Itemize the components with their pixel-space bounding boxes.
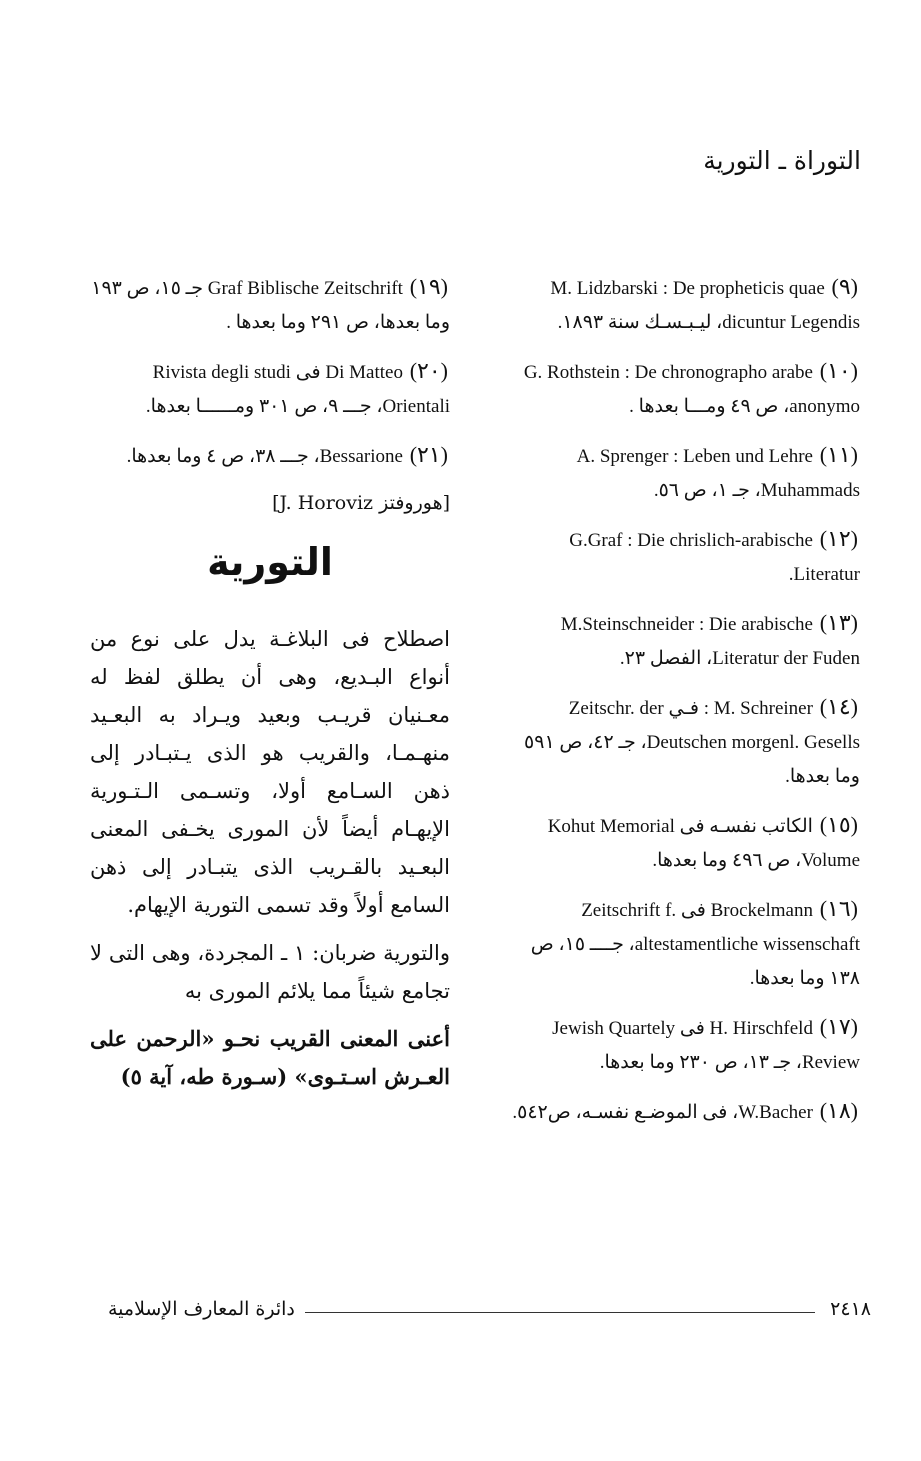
references-column-right xyxy=(500,270,860,1144)
reference-text: H. Hirschfeld فى Jewish Quartely Review، جـ ١٣، ص ٢٣٠ وما بعدها. xyxy=(552,1018,860,1073)
footer-publication-title: دائرة المعارف الإسلامية xyxy=(108,1298,295,1320)
body-paragraph-bold: أعنى المعنى القريب نحـو «الرحمن على العـرش اسـتـوى» (سـورة طه، آية ٥) xyxy=(90,1026,450,1089)
reference-entry-13 xyxy=(500,606,860,676)
running-header: التوراة ـ التورية xyxy=(703,146,861,175)
author-signature: [هوروفتز J. Horoviz] xyxy=(272,492,450,514)
reference-number: (١٠) xyxy=(819,358,858,383)
reference-text: M. Schreiner : فـي Zeitschr. der Deutschen morgenl. Gesells، جـ ٤٢، ص ٥٩١ وما بعدها. xyxy=(524,698,860,787)
reference-text: W.Bacher، فى الموضـع نفسـه، ص٥٤٢. xyxy=(512,1102,813,1123)
reference-number: (١١) xyxy=(819,442,858,467)
reference-text: Di Matteo فى Rivista degli studi Orientali، جـــ ٩، ص ٣٠١ ومــــــا بعدها. xyxy=(145,362,450,417)
reference-text: Graf Biblische Zeitschrift جـ ١٥، ص ١٩٣ وما بعدها، ص ٢٩١ وما بعدها . xyxy=(91,278,450,333)
reference-number: (١٣) xyxy=(819,610,858,635)
reference-number: (٢٠) xyxy=(409,358,448,383)
reference-number: (١٢) xyxy=(819,526,858,551)
reference-entry-21 xyxy=(90,438,450,474)
reference-entry-17 xyxy=(500,1010,860,1080)
reference-number: (٩) xyxy=(831,274,858,299)
reference-entry-9 xyxy=(500,270,860,340)
article-title: التورية xyxy=(207,540,333,584)
reference-entry-18 xyxy=(500,1094,860,1130)
reference-entry-20 xyxy=(90,354,450,424)
page-number: ٢٤١٨ xyxy=(830,1298,871,1320)
reference-number: (١٨) xyxy=(819,1098,858,1123)
reference-entry-11 xyxy=(500,438,860,508)
reference-number: (١٦) xyxy=(819,896,858,921)
reference-text: M.Steinschneider : Die arabische Literatur der Fuden، الفصل ٢٣. xyxy=(560,614,860,669)
reference-text: الكاتب نفسـه فى Kohut Memorial Volume، ص ٤٩٦ وما بعدها. xyxy=(547,816,860,871)
reference-entry-10 xyxy=(500,354,860,424)
body-paragraph: والتورية ضربان: ١ ـ المجردة، وهى التى لا تجامع شيئاً مما يلائم المورى به xyxy=(90,941,450,1003)
reference-number: (١٤) xyxy=(819,694,858,719)
reference-entry-19 xyxy=(90,270,450,340)
reference-text: A. Sprenger : Leben und Lehre Muhammads، جـ ١، ص ٥٦. xyxy=(576,446,860,501)
reference-number: (١٥) xyxy=(819,812,858,837)
footer-rule xyxy=(305,1312,815,1313)
body-paragraph: اصطلاح فى البلاغـة يدل على نوع من أنواع البـديع، وهى أن يطلق لفظ له معـنيان قريـب وبعيد ويـراد به البعـيد منهـمـا، والقريب هو الذى يـتبـادر إلى ذهن السـامع أولا، وتسـمى الـتـورية الإيهـام أيضاً لأن المورى يخـفى المعنى البعـيد بالقـريب الذى يتبـادر إلى ذهن السامع أولاً وقد تسمى التورية الإيهام. xyxy=(90,627,450,917)
reference-number: (١٩) xyxy=(409,274,448,299)
reference-text: G.Graf : Die chrislich-arabische Literatur. xyxy=(569,530,860,585)
reference-text: Brockelmann فى Zeitschrift f. altestamentliche wissenschaft، جــــ ١٥، ص ١٣٨ وما بعدها. xyxy=(530,900,860,989)
reference-entry-15 xyxy=(500,808,860,878)
reference-number: (١٧) xyxy=(819,1014,858,1039)
reference-entry-14 xyxy=(500,690,860,794)
reference-text: Bessarione، جـــ ٣٨، ص ٤ وما بعدها. xyxy=(126,446,403,467)
reference-text: M. Lidzbarski : De propheticis quae dicuntur Legendis، ليـبـسـك سنة ١٨٩٣. xyxy=(550,278,860,333)
reference-entry-16 xyxy=(500,892,860,996)
reference-text: G. Rothstein : De chronographo arabe anonymo، ص ٤٩ ومـــا بعدها . xyxy=(523,362,860,417)
content-column-left xyxy=(90,270,450,1106)
reference-number: (٢١) xyxy=(409,442,448,467)
reference-entry-12 xyxy=(500,522,860,592)
